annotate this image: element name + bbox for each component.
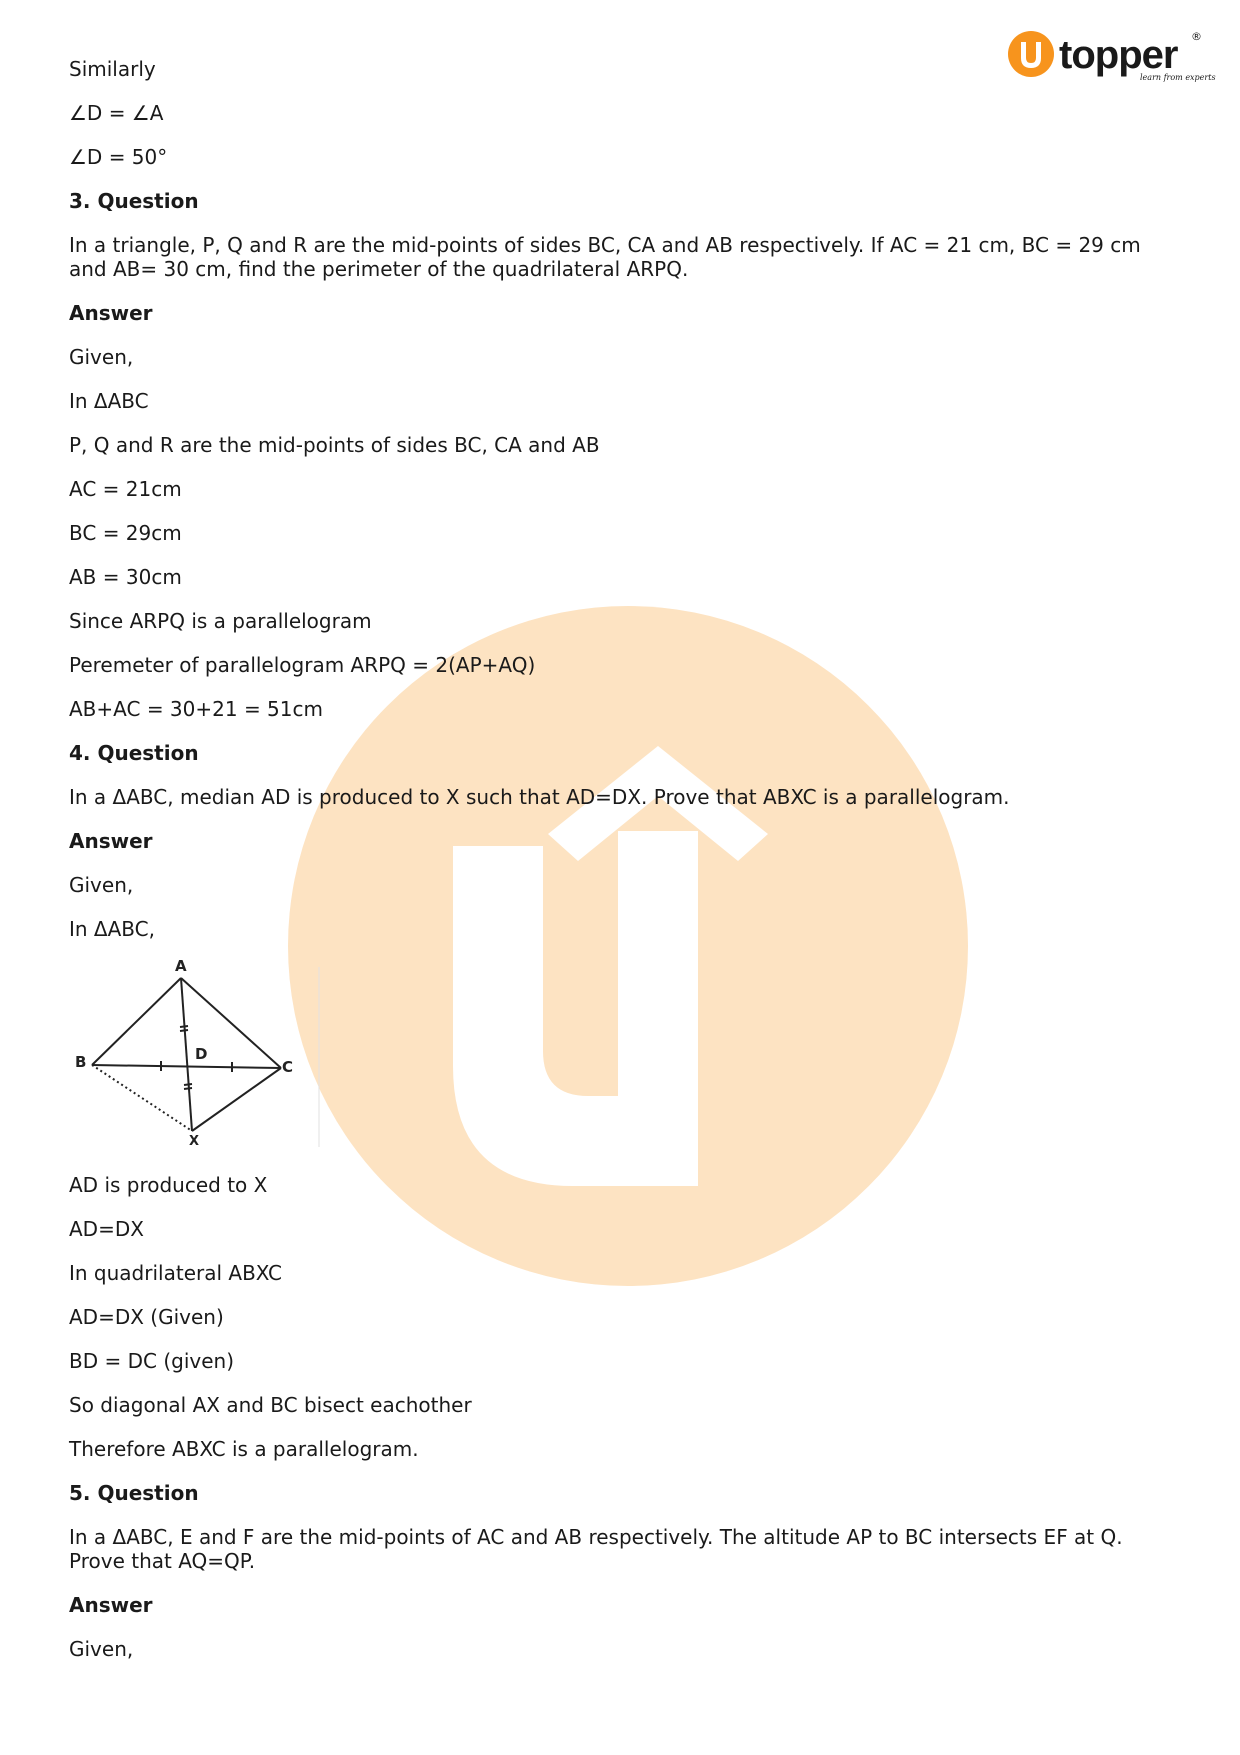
logo-tagline: learn from experts: [1140, 73, 1216, 82]
answer-line: Given,: [69, 345, 134, 369]
answer-line: Given,: [69, 1637, 134, 1661]
answer-line: BC = 29cm: [69, 521, 182, 545]
answer-heading: Answer: [69, 829, 153, 853]
topper-logo: [1005, 26, 1216, 90]
question-heading: 3. Question: [69, 189, 199, 213]
answer-line: Since ARPQ is a parallelogram: [69, 609, 372, 633]
answer-line: In ΔABC: [69, 389, 149, 413]
vertex-label-a: A: [175, 957, 187, 975]
answer-line: Therefore ABXC is a parallelogram.: [69, 1437, 419, 1461]
answer-line: In ΔABC,: [69, 917, 155, 941]
geometry-figure-abxc: [69, 957, 329, 1157]
answer-line: P, Q and R are the mid-points of sides BC, CA and AB: [69, 433, 600, 457]
answer-line: Peremeter of parallelogram ARPQ = 2(AP+AQ): [69, 653, 536, 677]
tick-mark-ad: [180, 1026, 188, 1027]
answer-line: Given,: [69, 873, 134, 897]
answer-heading: Answer: [69, 1593, 153, 1617]
question-heading: 4. Question: [69, 741, 199, 765]
vertex-label-x: X: [189, 1134, 200, 1149]
answer-line: AC = 21cm: [69, 477, 182, 501]
question-text: In a ΔABC, median AD is produced to X such that AD=DX. Prove that ABXC is a parallelogram.: [69, 785, 1010, 809]
logo-u-icon: [1008, 31, 1054, 77]
segment-bx-dotted: [92, 1065, 192, 1131]
segment-cx: [192, 1068, 281, 1131]
vertex-label-b: B: [75, 1053, 87, 1071]
answer-line: So diagonal AX and BC bisect eachother: [69, 1393, 472, 1417]
answer-heading: Answer: [69, 301, 153, 325]
answer-line: AD=DX: [69, 1217, 144, 1241]
segment-ax: [181, 978, 192, 1131]
vertex-label-d: D: [195, 1045, 208, 1063]
text-line: Similarly: [69, 57, 156, 81]
text-line: ∠D = ∠A: [69, 101, 164, 125]
answer-line: In quadrilateral ABXC: [69, 1261, 282, 1285]
question-text: In a triangle, P, Q and R are the mid-points of sides BC, CA and AB respectively. If AC = 21 cm, BC = 29 cm and AB= 30 cm, find the perimeter of the quadrilateral ARPQ.: [69, 233, 1148, 281]
answer-line: AB = 30cm: [69, 565, 182, 589]
tick-mark-dx: [184, 1084, 192, 1085]
document-content: [69, 57, 1169, 1681]
vertex-label-c: C: [282, 1058, 294, 1076]
question-text: In a ΔABC, E and F are the mid-points of AC and AB respectively. The altitude AP to BC intersects EF at Q. Prove that AQ=QP.: [69, 1525, 1129, 1573]
answer-line: AB+AC = 30+21 = 51cm: [69, 697, 323, 721]
text-line: ∠D = 50°: [69, 145, 168, 169]
segment-ab: [92, 978, 181, 1065]
logo-registered: ®: [1191, 30, 1202, 43]
answer-line: AD=DX (Given): [69, 1305, 224, 1329]
tick-mark-ad: [180, 1030, 188, 1031]
logo-wordmark: topper: [1059, 33, 1178, 77]
logo-graphic: [1005, 26, 1216, 90]
tick-mark-dx: [184, 1088, 192, 1089]
answer-line: AD is produced to X: [69, 1173, 268, 1197]
question-heading: 5. Question: [69, 1481, 199, 1505]
answer-line: BD = DC (given): [69, 1349, 234, 1373]
